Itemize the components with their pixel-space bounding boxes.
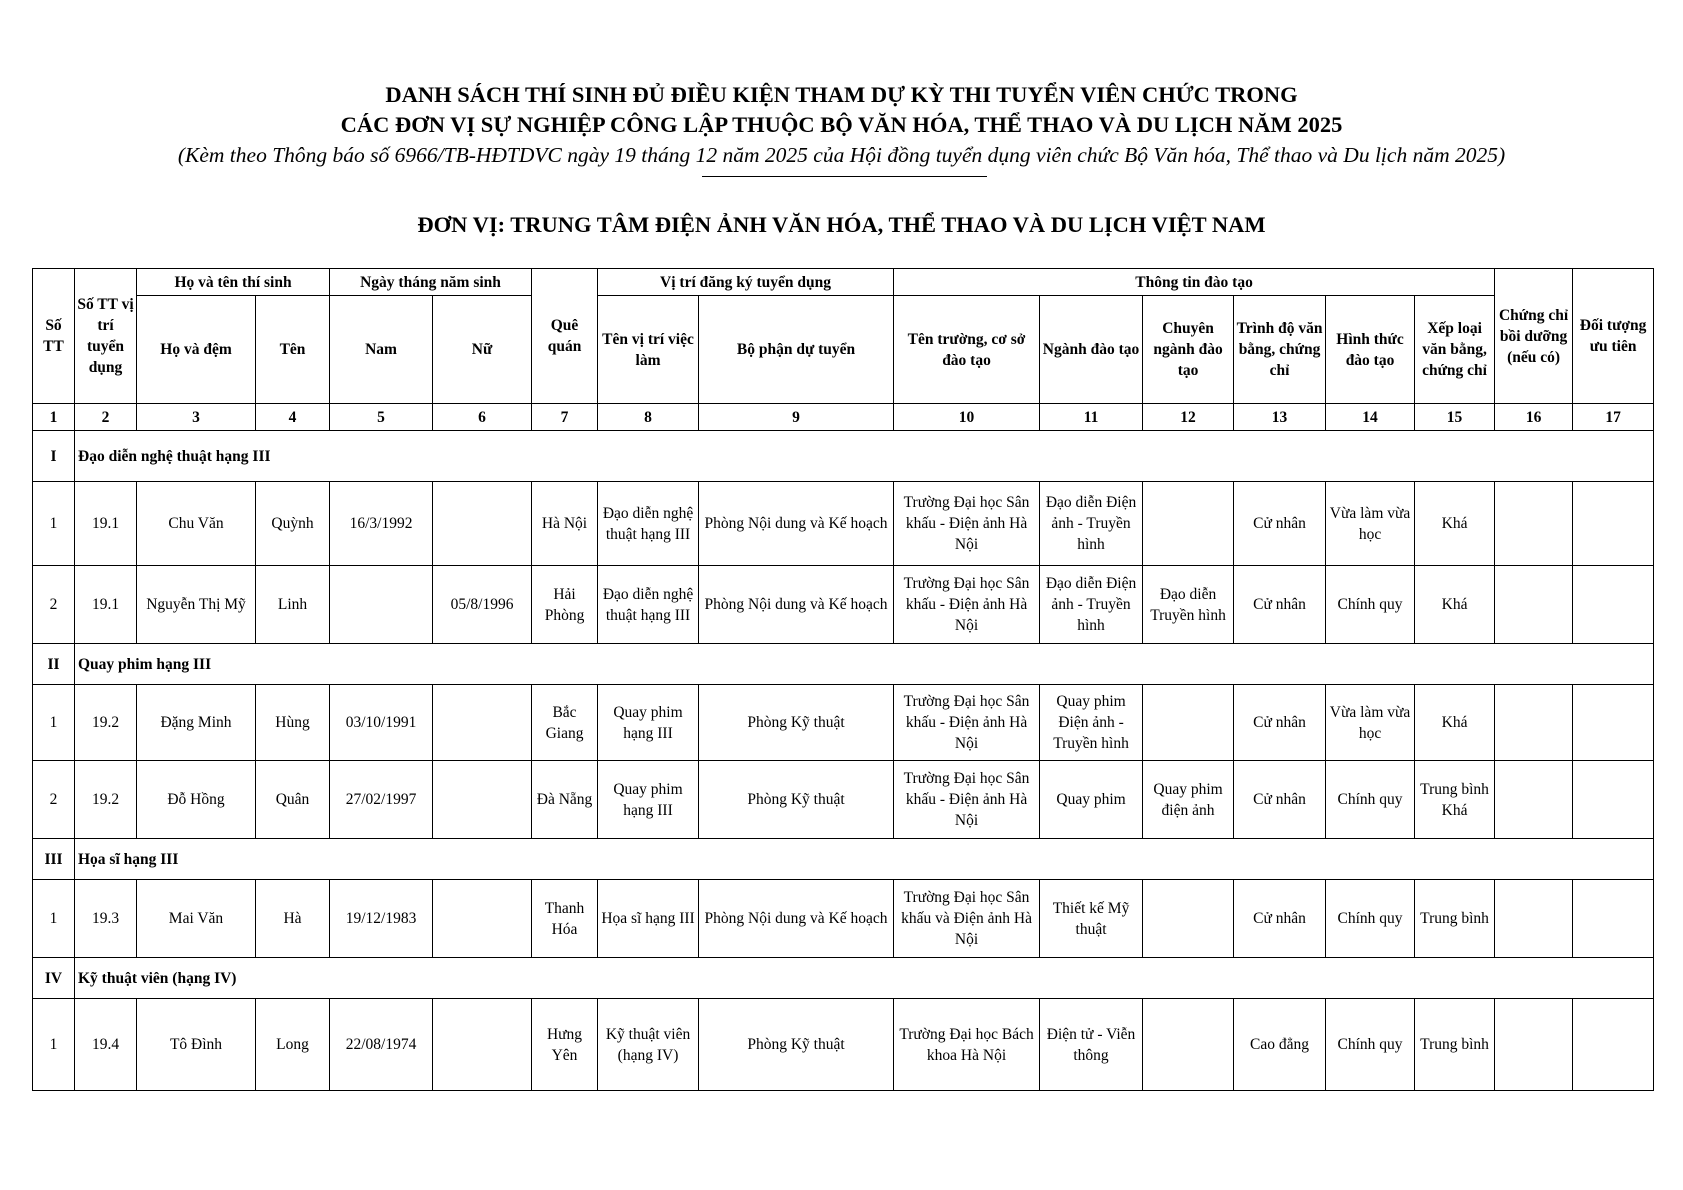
cell-trinh-do: Cử nhân <box>1234 566 1326 644</box>
cell-ho-dem: Tô Đình <box>137 999 256 1091</box>
candidate-table <box>32 268 1654 1091</box>
cell-hinh-thuc: Chính quy <box>1326 761 1415 839</box>
cell-que-quan: Đà Nẵng <box>532 761 598 839</box>
cell-bo-phan: Phòng Nội dung và Kế hoạch <box>699 482 894 566</box>
cell-ten-vitri: Đạo diễn nghệ thuật hạng III <box>598 566 699 644</box>
column-number: 4 <box>256 404 330 431</box>
column-number: 6 <box>433 404 532 431</box>
cell-ho-dem: Chu Văn <box>137 482 256 566</box>
column-number: 5 <box>330 404 433 431</box>
header-nu: Nữ <box>433 296 532 404</box>
cell-stt-vitri: 19.1 <box>75 482 137 566</box>
cell-xep-loai: Khá <box>1415 566 1495 644</box>
cell-bo-phan: Phòng Kỹ thuật <box>699 685 894 761</box>
header-ngaysinh-group: Ngày tháng năm sinh <box>330 269 532 296</box>
cell-ten-vitri: Kỹ thuật viên (hạng IV) <box>598 999 699 1091</box>
header-xep-loai: Xếp loại văn bằng, chứng chỉ <box>1415 296 1495 404</box>
cell-ho-dem: Mai Văn <box>137 880 256 958</box>
header-hinh-thuc: Hình thức đào tạo <box>1326 296 1415 404</box>
cell-stt-vitri: 19.1 <box>75 566 137 644</box>
section-number: I <box>33 431 75 482</box>
column-number: 14 <box>1326 404 1415 431</box>
cell-stt: 1 <box>33 482 75 566</box>
cell-ten-vitri: Đạo diễn nghệ thuật hạng III <box>598 482 699 566</box>
cell-que-quan: Hải Phòng <box>532 566 598 644</box>
cell-nam <box>330 566 433 644</box>
cell-bo-phan: Phòng Nội dung và Kế hoạch <box>699 880 894 958</box>
section-row <box>33 958 1654 999</box>
unit-heading: ĐƠN VỊ: TRUNG TÂM ĐIỆN ẢNH VĂN HÓA, THỂ THAO VÀ DU LỊCH VIỆT NAM <box>417 212 1266 237</box>
header-vitri-group: Vị trí đăng ký tuyển dụng <box>598 269 894 296</box>
cell-truong: Trường Đại học Sân khấu - Điện ảnh Hà Nội <box>894 685 1040 761</box>
column-number: 16 <box>1495 404 1573 431</box>
table-row <box>33 999 1654 1091</box>
cell-chuyen-nganh: Đạo diễn Truyền hình <box>1143 566 1234 644</box>
section-title: Kỹ thuật viên (hạng IV) <box>75 958 1654 999</box>
cell-trinh-do: Cử nhân <box>1234 685 1326 761</box>
header-chung-chi: Chứng chỉ bồi dưỡng (nếu có) <box>1495 269 1573 404</box>
cell-que-quan: Bắc Giang <box>532 685 598 761</box>
cell-chung-chi <box>1495 880 1573 958</box>
subtitle-divider <box>702 176 987 177</box>
header-uu-tien: Đối tượng ưu tiên <box>1573 269 1654 404</box>
cell-xep-loai: Khá <box>1415 482 1495 566</box>
section-row <box>33 644 1654 685</box>
section-title: Họa sĩ hạng III <box>75 839 1654 880</box>
table-row <box>33 482 1654 566</box>
cell-hinh-thuc: Vừa làm vừa học <box>1326 685 1415 761</box>
table-row <box>33 880 1654 958</box>
column-number: 3 <box>137 404 256 431</box>
cell-nganh: Quay phim Điện ảnh - Truyền hình <box>1040 685 1143 761</box>
cell-chuyen-nganh <box>1143 482 1234 566</box>
cell-que-quan: Hưng Yên <box>532 999 598 1091</box>
column-number: 8 <box>598 404 699 431</box>
cell-truong: Trường Đại học Sân khấu và Điện ảnh Hà Nội <box>894 880 1040 958</box>
header-ten-vitri: Tên vị trí việc làm <box>598 296 699 404</box>
section-title: Quay phim hạng III <box>75 644 1654 685</box>
cell-nu <box>433 761 532 839</box>
cell-nam: 22/08/1974 <box>330 999 433 1091</box>
column-number: 17 <box>1573 404 1654 431</box>
section-row <box>33 839 1654 880</box>
cell-ho-dem: Nguyễn Thị Mỹ <box>137 566 256 644</box>
cell-hinh-thuc: Chính quy <box>1326 880 1415 958</box>
cell-trinh-do: Cử nhân <box>1234 761 1326 839</box>
cell-stt: 1 <box>33 999 75 1091</box>
column-number: 2 <box>75 404 137 431</box>
cell-truong: Trường Đại học Sân khấu - Điện ảnh Hà Nội <box>894 761 1040 839</box>
document-title-line1: DANH SÁCH THÍ SINH ĐỦ ĐIỀU KIỆN THAM DỰ KỲ THI TUYỂN VIÊN CHỨC TRONG <box>385 82 1298 107</box>
header-ho-dem: Họ và đệm <box>137 296 256 404</box>
cell-chuyen-nganh <box>1143 685 1234 761</box>
header-truong: Tên trường, cơ sở đào tạo <box>894 296 1040 404</box>
cell-xep-loai: Khá <box>1415 685 1495 761</box>
cell-chuyen-nganh <box>1143 999 1234 1091</box>
table-row <box>33 566 1654 644</box>
cell-ten: Hà <box>256 880 330 958</box>
cell-stt: 2 <box>33 761 75 839</box>
cell-uu-tien <box>1573 999 1654 1091</box>
section-title: Đạo diễn nghệ thuật hạng III <box>75 431 1654 482</box>
section-number: II <box>33 644 75 685</box>
cell-ten: Quỳnh <box>256 482 330 566</box>
cell-nam: 27/02/1997 <box>330 761 433 839</box>
cell-nganh: Điện tử - Viễn thông <box>1040 999 1143 1091</box>
section-row <box>33 431 1654 482</box>
cell-bo-phan: Phòng Kỹ thuật <box>699 999 894 1091</box>
cell-nganh: Thiết kế Mỹ thuật <box>1040 880 1143 958</box>
cell-stt-vitri: 19.2 <box>75 761 137 839</box>
cell-ten-vitri: Họa sĩ hạng III <box>598 880 699 958</box>
cell-truong: Trường Đại học Bách khoa Hà Nội <box>894 999 1040 1091</box>
cell-stt-vitri: 19.2 <box>75 685 137 761</box>
cell-uu-tien <box>1573 685 1654 761</box>
cell-uu-tien <box>1573 761 1654 839</box>
cell-stt-vitri: 19.3 <box>75 880 137 958</box>
column-number: 9 <box>699 404 894 431</box>
cell-stt: 1 <box>33 880 75 958</box>
column-number: 15 <box>1415 404 1495 431</box>
header-trinh-do: Trình độ văn bằng, chứng chỉ <box>1234 296 1326 404</box>
header-daotao-group: Thông tin đào tạo <box>894 269 1495 296</box>
cell-nam: 19/12/1983 <box>330 880 433 958</box>
cell-nu: 05/8/1996 <box>433 566 532 644</box>
cell-stt-vitri: 19.4 <box>75 999 137 1091</box>
cell-chung-chi <box>1495 566 1573 644</box>
cell-hinh-thuc: Chính quy <box>1326 566 1415 644</box>
document-title-line2: CÁC ĐƠN VỊ SỰ NGHIỆP CÔNG LẬP THUỘC BỘ VĂN HÓA, THỂ THAO VÀ DU LỊCH NĂM 2025 <box>340 112 1343 137</box>
cell-stt: 2 <box>33 566 75 644</box>
header-ten: Tên <box>256 296 330 404</box>
header-nganh: Ngành đào tạo <box>1040 296 1143 404</box>
cell-nganh: Quay phim <box>1040 761 1143 839</box>
column-number: 1 <box>33 404 75 431</box>
table-row <box>33 761 1654 839</box>
cell-que-quan: Thanh Hóa <box>532 880 598 958</box>
cell-chuyen-nganh <box>1143 880 1234 958</box>
cell-nu <box>433 482 532 566</box>
cell-bo-phan: Phòng Nội dung và Kế hoạch <box>699 566 894 644</box>
cell-chung-chi <box>1495 999 1573 1091</box>
cell-uu-tien <box>1573 482 1654 566</box>
cell-xep-loai: Trung bình <box>1415 880 1495 958</box>
cell-stt: 1 <box>33 685 75 761</box>
column-number: 13 <box>1234 404 1326 431</box>
cell-trinh-do: Cao đẳng <box>1234 999 1326 1091</box>
document-subtitle: (Kèm theo Thông báo số 6966/TB-HĐTDVC ngày 19 tháng 12 năm 2025 của Hội đồng tuyển dụng viên chức Bộ Văn hóa, Thể thao và Du lịch năm 2025) <box>177 143 1506 167</box>
cell-truong: Trường Đại học Sân khấu - Điện ảnh Hà Nội <box>894 566 1040 644</box>
cell-ten-vitri: Quay phim hạng III <box>598 761 699 839</box>
cell-nganh: Đạo diễn Điện ảnh - Truyền hình <box>1040 566 1143 644</box>
cell-ten: Quân <box>256 761 330 839</box>
column-number: 12 <box>1143 404 1234 431</box>
header-chuyen-nganh: Chuyên ngành đào tạo <box>1143 296 1234 404</box>
cell-trinh-do: Cử nhân <box>1234 880 1326 958</box>
header-bo-phan: Bộ phận dự tuyển <box>699 296 894 404</box>
cell-nam: 16/3/1992 <box>330 482 433 566</box>
header-que-quan: Quê quán <box>532 269 598 404</box>
header-stt-vitri: Số TT vị trí tuyển dụng <box>75 269 137 404</box>
cell-ten: Linh <box>256 566 330 644</box>
cell-chuyen-nganh: Quay phim điện ảnh <box>1143 761 1234 839</box>
cell-nam: 03/10/1991 <box>330 685 433 761</box>
section-number: III <box>33 839 75 880</box>
cell-ten: Hùng <box>256 685 330 761</box>
cell-truong: Trường Đại học Sân khấu - Điện ảnh Hà Nội <box>894 482 1040 566</box>
column-number: 11 <box>1040 404 1143 431</box>
section-number: IV <box>33 958 75 999</box>
column-number: 7 <box>532 404 598 431</box>
cell-chung-chi <box>1495 685 1573 761</box>
cell-nu <box>433 685 532 761</box>
document-header <box>0 80 1683 170</box>
cell-trinh-do: Cử nhân <box>1234 482 1326 566</box>
cell-nu <box>433 880 532 958</box>
cell-bo-phan: Phòng Kỹ thuật <box>699 761 894 839</box>
header-nam: Nam <box>330 296 433 404</box>
cell-uu-tien <box>1573 566 1654 644</box>
header-stt: Số TT <box>33 269 75 404</box>
cell-ten: Long <box>256 999 330 1091</box>
cell-que-quan: Hà Nội <box>532 482 598 566</box>
cell-hinh-thuc: Vừa làm vừa học <box>1326 482 1415 566</box>
cell-ho-dem: Đỗ Hồng <box>137 761 256 839</box>
table-row <box>33 685 1654 761</box>
cell-ho-dem: Đặng Minh <box>137 685 256 761</box>
cell-hinh-thuc: Chính quy <box>1326 999 1415 1091</box>
cell-nganh: Đạo diễn Điện ảnh - Truyền hình <box>1040 482 1143 566</box>
cell-chung-chi <box>1495 761 1573 839</box>
cell-nu <box>433 999 532 1091</box>
cell-xep-loai: Trung bình <box>1415 999 1495 1091</box>
cell-xep-loai: Trung bình Khá <box>1415 761 1495 839</box>
cell-ten-vitri: Quay phim hạng III <box>598 685 699 761</box>
column-number: 10 <box>894 404 1040 431</box>
cell-uu-tien <box>1573 880 1654 958</box>
header-hoten-group: Họ và tên thí sinh <box>137 269 330 296</box>
cell-chung-chi <box>1495 482 1573 566</box>
